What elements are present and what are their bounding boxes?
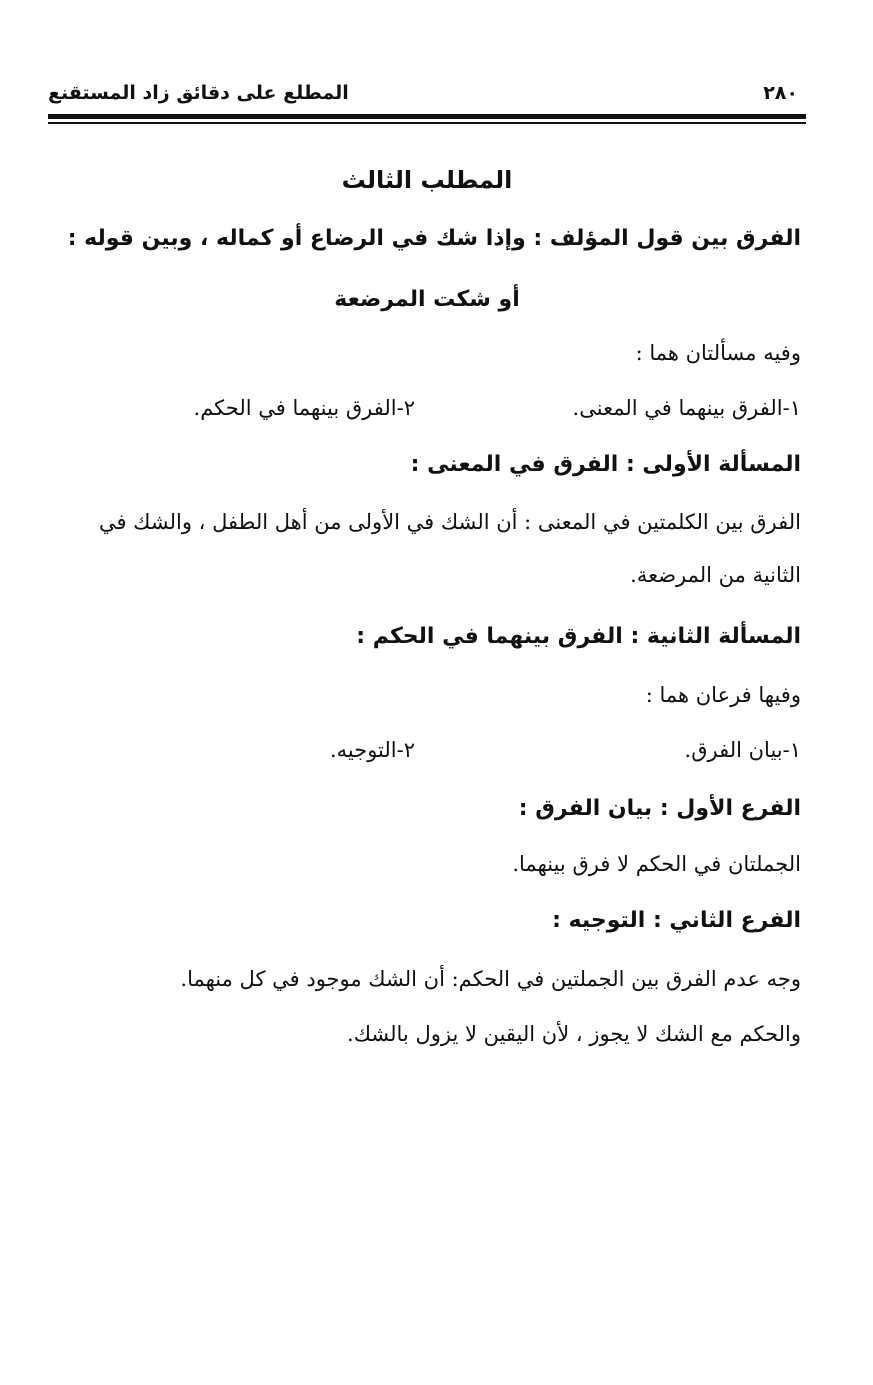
issue2-heading: المسألة الثانية : الفرق بينهما في الحكم : [356, 624, 801, 649]
branch2-heading: الفرع الثاني : التوجيه : [552, 908, 801, 933]
branch1-text: الجملتان في الحكم لا فرق بينهما. [512, 852, 801, 876]
issue2-item-1: ١-بيان الفرق. [684, 738, 801, 762]
issue2-intro: وفيها فرعان هما : [645, 683, 801, 707]
header-rule-thin [48, 122, 806, 124]
section-subtitle-line2: أو شكت المرضعة [334, 287, 520, 312]
issue1-heading: المسألة الأولى : الفرق في المعنى : [410, 452, 801, 477]
intro-item-2: ٢-الفرق بينهما في الحكم. [193, 396, 415, 420]
section-subtitle-line1: الفرق بين قول المؤلف : وإذا شك في الرضاع أو كماله ، وبين قوله : [67, 226, 801, 251]
branch2-line2: والحكم مع الشك لا يجوز ، لأن اليقين لا يزول بالشك. [347, 1022, 801, 1046]
header-rule-thick [48, 114, 806, 119]
book-title: المطلع على دقائق زاد المستقنع [48, 82, 349, 104]
page-number: ٢٨٠ [763, 82, 798, 104]
branch1-heading: الفرع الأول : بيان الفرق : [518, 796, 801, 821]
issue1-line1: الفرق بين الكلمتين في المعنى : أن الشك في الأولى من أهل الطفل ، والشك في [98, 510, 801, 534]
intro-item-1: ١-الفرق بينهما في المعنى. [572, 396, 801, 420]
running-header [48, 82, 806, 110]
branch2-line1: وجه عدم الفرق بين الجملتين في الحكم: أن الشك موجود في كل منهما. [180, 967, 801, 991]
section-title: المطلب الثالث [341, 166, 513, 194]
intro-text: وفيه مسألتان هما : [635, 341, 801, 365]
issue1-line2: الثانية من المرضعة. [630, 563, 801, 587]
issue2-item-2: ٢-التوجيه. [329, 738, 415, 762]
